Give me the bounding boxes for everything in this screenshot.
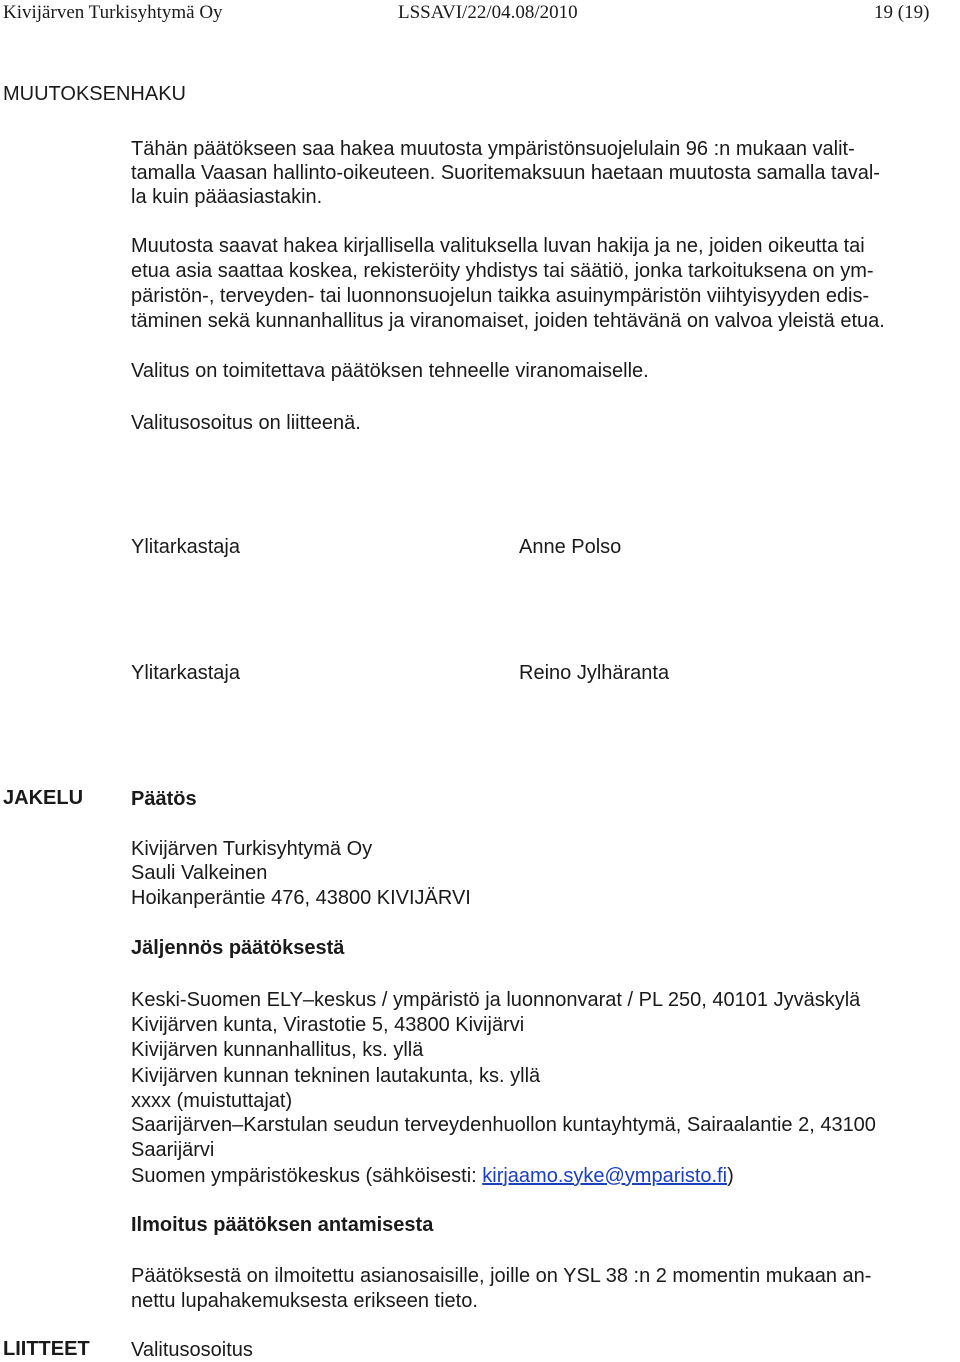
recipient-line: xxxx (muistuttajat) [131, 1090, 293, 1112]
syke-email-link[interactable]: kirjaamo.syke@ymparisto.fi [482, 1165, 728, 1187]
attachments-label: LIITTEET [3, 1338, 90, 1360]
copy-heading: Jäljennös päätöksestä [131, 937, 345, 959]
recipient-line: Kivijärven kunnan tekninen lautakunta, ks. yllä [131, 1065, 541, 1087]
header-company: Kivijärven Turkisyhtymä Oy [3, 2, 223, 23]
recipient-line-syke [131, 1164, 734, 1188]
notice-heading: Ilmoitus päätöksen antamisesta [131, 1214, 434, 1236]
address-line: Kivijärven Turkisyhtymä Oy [131, 838, 373, 860]
paragraph-line: la kuin pääasiastakin. [131, 186, 323, 208]
signature-name-1: Anne Polso [519, 536, 622, 558]
appeal-paragraph-4: Valitusosoitus on liitteenä. [131, 412, 361, 434]
paragraph-line: päristön-, terveyden- tai luonnonsuojelun taikka asuinympäristön viihtyisyyden edis- [131, 285, 870, 307]
distribution-label: JAKELU [3, 787, 84, 809]
recipient-line: Kivijärven kunnanhallitus, ks. yllä [131, 1039, 424, 1061]
signature-title-1: Ylitarkastaja [131, 536, 240, 558]
header-reference: LSSAVI/22/04.08/2010 [398, 2, 578, 23]
paragraph-line: täminen sekä kunnanhallitus ja viranomaiset, joiden tehtävänä on valvoa yleistä etua. [131, 310, 885, 332]
appeal-heading: MUUTOKSENHAKU [3, 83, 186, 105]
recipient-line: Saarijärven–Karstulan seudun terveydenhuollon kuntayhtymä, Sairaalantie 2, 43100 [131, 1114, 876, 1136]
recipient-line: Keski-Suomen ELY–keskus / ympäristö ja luonnonvarat / PL 250, 40101 Jyväskylä [131, 989, 861, 1011]
syke-suffix: ) [727, 1165, 734, 1187]
paragraph-line: tamalla Vaasan hallinto-oikeuteen. Suoritemaksuun haetaan muutosta samalla taval- [131, 162, 880, 184]
paragraph-line: nettu lupahakemuksesta erikseen tieto. [131, 1290, 478, 1312]
header-page-number: 19 (19) [874, 2, 930, 23]
recipient-line: Saarijärvi [131, 1139, 215, 1161]
signature-title-2: Ylitarkastaja [131, 662, 240, 684]
attachment-item: Valitusosoitus [131, 1339, 253, 1361]
paragraph-line: Tähän päätökseen saa hakea muutosta ympäristönsuojelulain 96 :n mukaan valit- [131, 138, 855, 160]
recipient-line: Kivijärven kunta, Virastotie 5, 43800 Kivijärvi [131, 1014, 525, 1036]
appeal-paragraph-3: Valitus on toimitettava päätöksen tehneelle viranomaiselle. [131, 360, 649, 382]
decision-heading: Päätös [131, 788, 197, 810]
address-line: Hoikanperäntie 476, 43800 KIVIJÄRVI [131, 887, 471, 909]
address-line: Sauli Valkeinen [131, 862, 268, 884]
syke-prefix: Suomen ympäristökeskus (sähköisesti: [131, 1165, 483, 1187]
paragraph-line: etua asia saattaa koskea, rekisteröity yhdistys tai säätiö, jonka tarkoituksena on ym- [131, 260, 874, 282]
paragraph-line: Päätöksestä on ilmoitettu asianosaisille, joille on YSL 38 :n 2 momentin mukaan an- [131, 1265, 872, 1287]
signature-name-2: Reino Jylhäranta [519, 662, 670, 684]
paragraph-line: Muutosta saavat hakea kirjallisella valituksella luvan hakija ja ne, joiden oikeutta tai [131, 235, 865, 257]
